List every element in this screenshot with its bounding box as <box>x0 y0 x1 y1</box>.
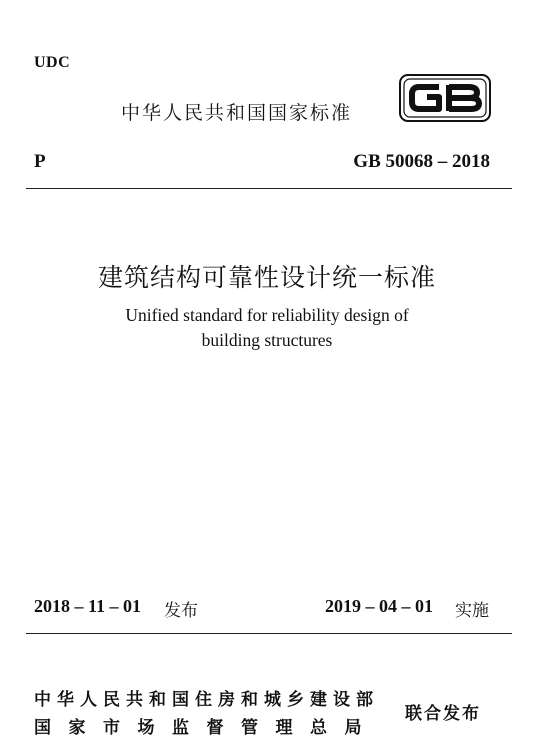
title-english-line2: building structures <box>201 330 333 350</box>
issue-label: 发布 <box>164 601 198 621</box>
issuer-administration: 国家市场监督管理总局 <box>34 718 379 738</box>
effective-label: 实施 <box>455 601 489 621</box>
national-standard-heading: 中华人民共和国国家标准 <box>121 102 353 124</box>
effective-date: 2019 – 04 – 01 <box>325 596 433 616</box>
category-code: P <box>34 151 46 172</box>
top-divider <box>26 188 512 189</box>
joint-issue-label: 联合发布 <box>405 704 481 724</box>
bottom-divider <box>26 633 512 634</box>
gb-logo <box>399 74 491 122</box>
title-english-line1: Unified standard for reliability design of <box>125 305 409 325</box>
title-chinese: 建筑结构可靠性设计统一标准 <box>97 263 436 292</box>
standard-code: GB 50068 – 2018 <box>353 151 490 172</box>
issue-date: 2018 – 11 – 01 <box>34 596 142 616</box>
issuer-ministry: 中华人民共和国住房和城乡建设部 <box>34 690 379 710</box>
udc-label: UDC <box>34 54 71 71</box>
